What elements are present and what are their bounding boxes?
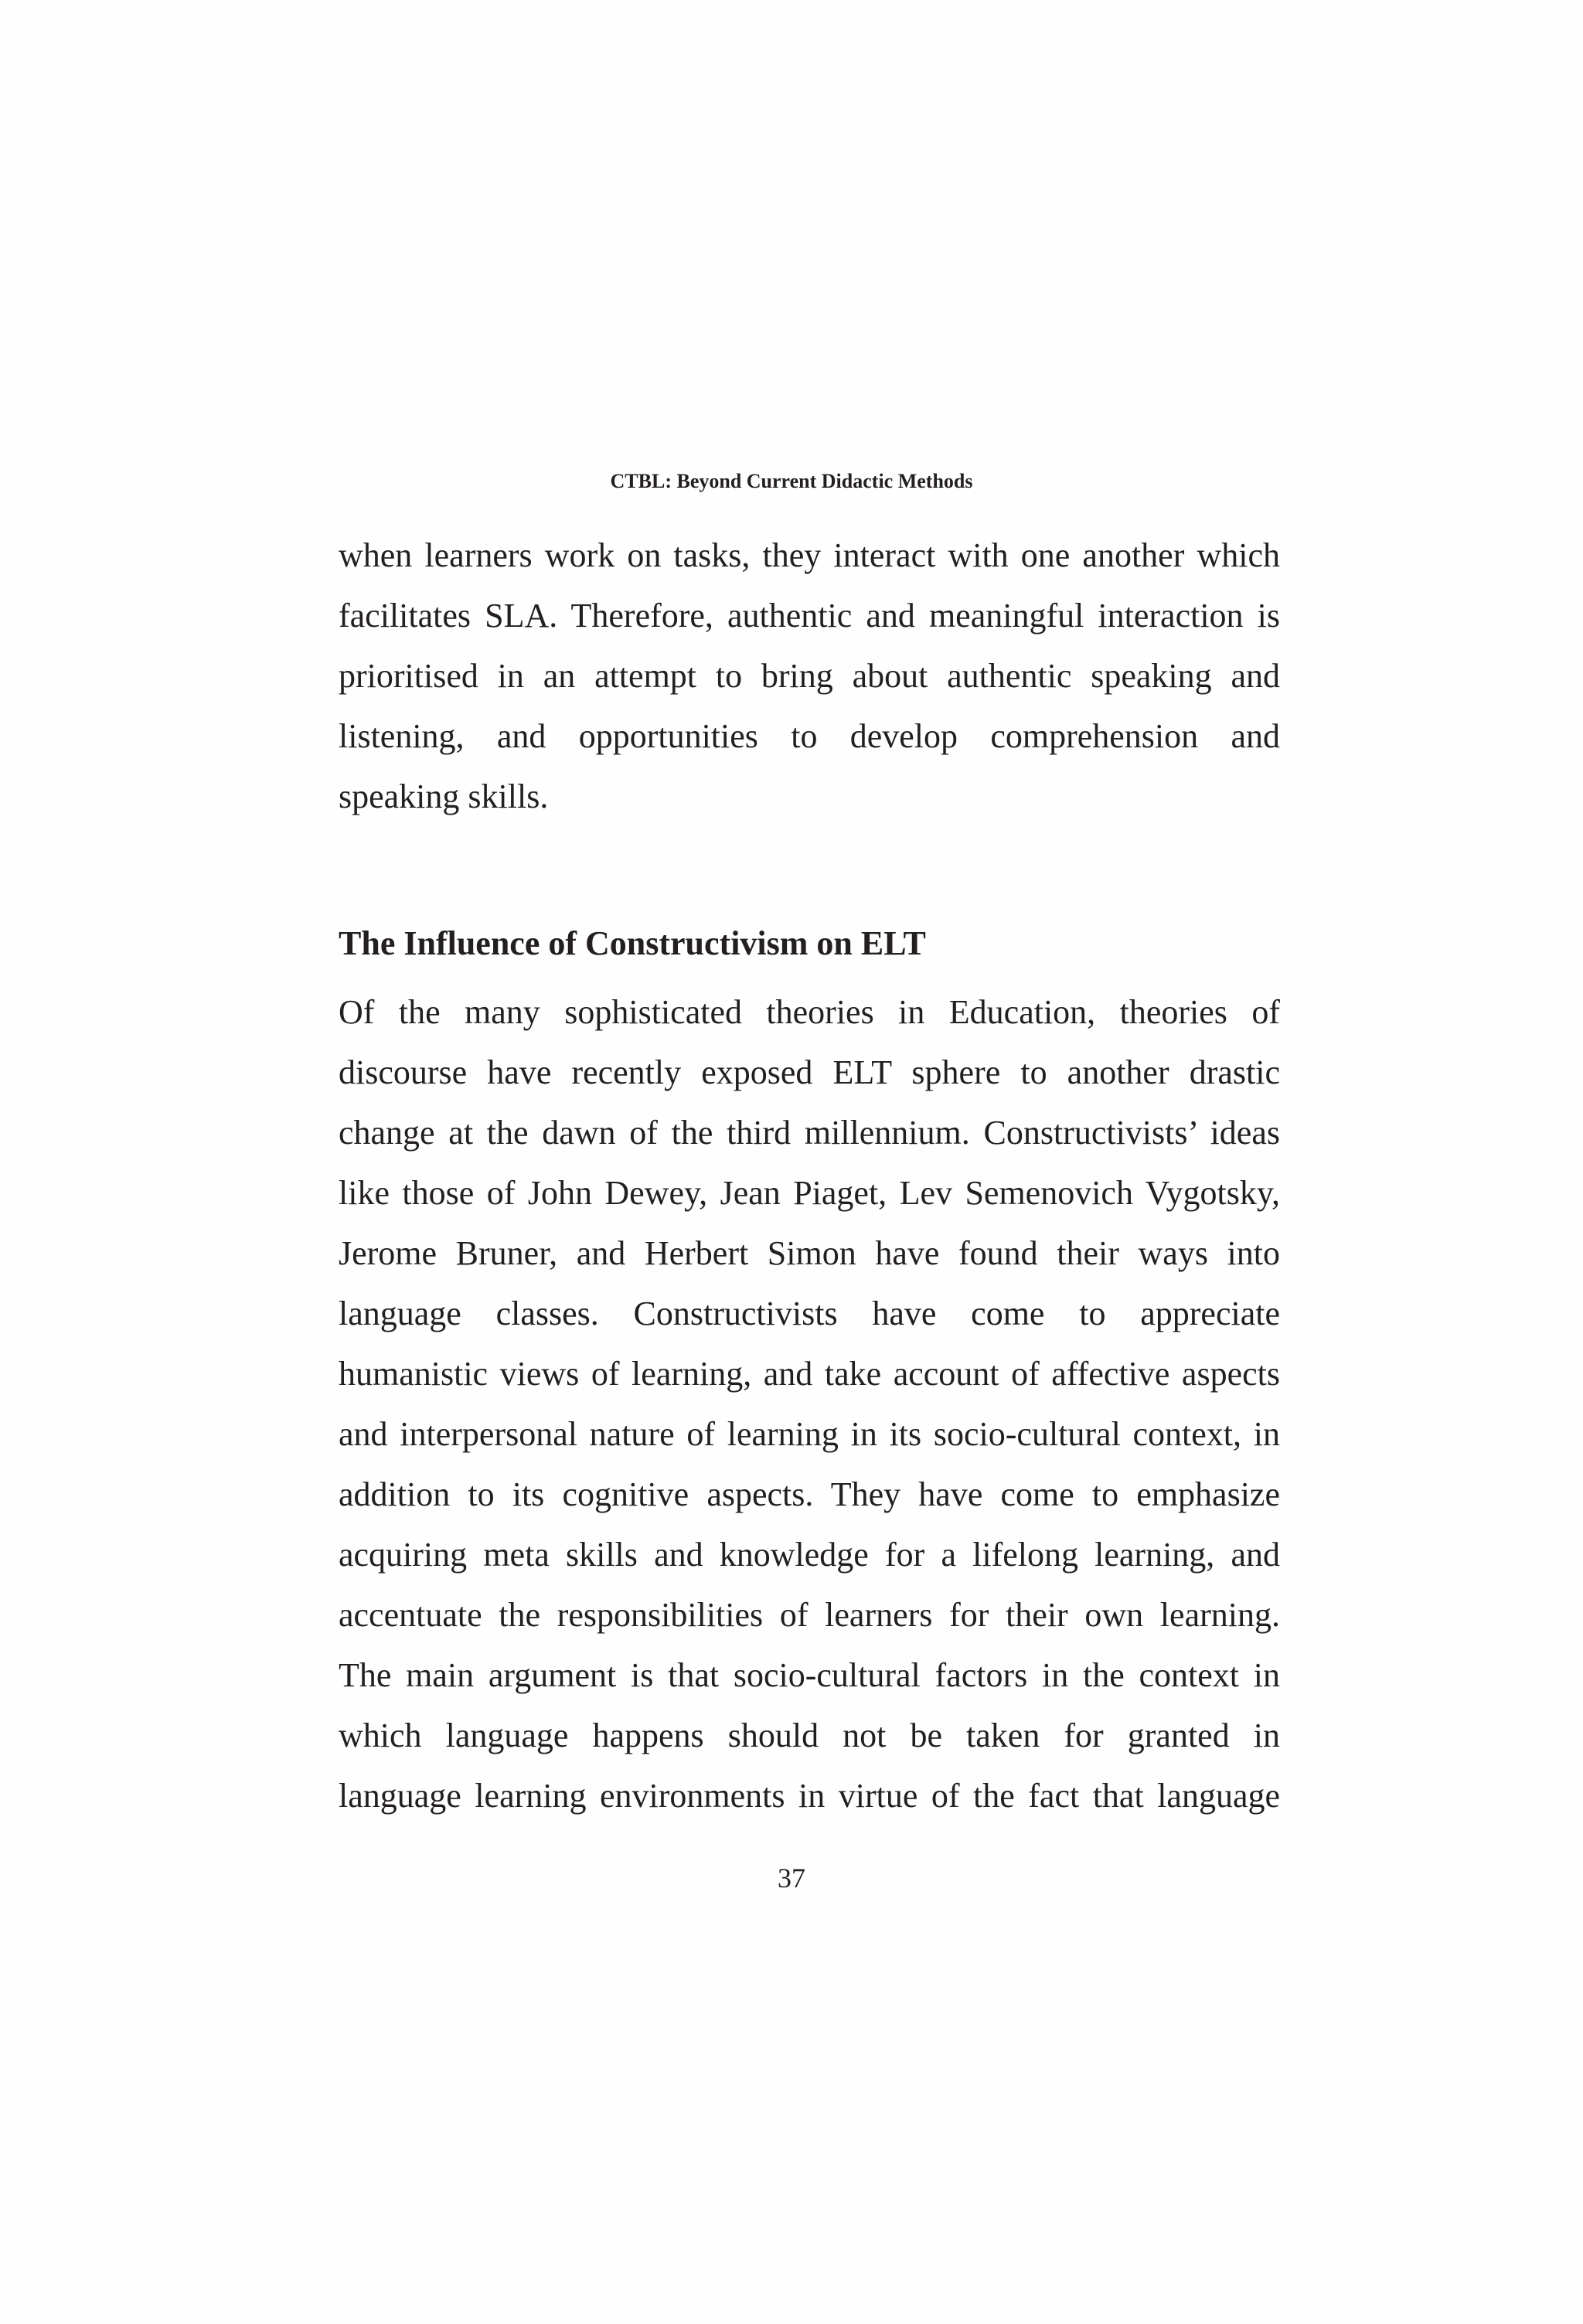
section-heading: The Influence of Constructivism on ELT [339,924,926,962]
text-line: which language happens should not be taken for granted in [339,1717,1280,1754]
text-line: facilitates SLA. Therefore, authentic and meaningful interaction is [339,597,1280,635]
paragraph-1 [339,526,1280,827]
page-number: 37 [778,1863,805,1894]
text-line: addition to its cognitive aspects. They have come to emphasize [339,1475,1280,1513]
text-line: language classes. Constructivists have come to appreciate [339,1295,1280,1332]
text-line: accentuate the responsibilities of learners for their own learning. [339,1596,1280,1634]
running-header: CTBL: Beyond Current Didactic Methods [610,470,973,492]
text-line: listening, and opportunities to develop comprehension and [339,717,1280,755]
text-line: acquiring meta skills and knowledge for a lifelong learning, and [339,1536,1280,1574]
text-line: discourse have recently exposed ELT sphere to another drastic [339,1053,1280,1091]
text-line: Jerome Bruner, and Herbert Simon have found their ways into [339,1234,1280,1272]
text-line: Of the many sophisticated theories in Education, theories of [339,993,1280,1031]
text-line: humanistic views of learning, and take account of affective aspects [339,1355,1280,1393]
text-line: like those of John Dewey, Jean Piaget, Lev Semenovich Vygotsky, [339,1174,1280,1212]
text-line: when learners work on tasks, they interact with one another which [339,536,1280,574]
text-line: prioritised in an attempt to bring about authentic speaking and [339,657,1280,695]
text-line: change at the dawn of the third millennium. Constructivists’ ideas [339,1114,1280,1152]
paragraph-2 [339,982,1280,1826]
text-line: The main argument is that socio-cultural factors in the context in [339,1656,1280,1694]
text-line: speaking skills. [339,778,549,815]
text-line: language learning environments in virtue of the fact that language [339,1777,1280,1815]
text-line: and interpersonal nature of learning in its socio-cultural context, in [339,1415,1280,1453]
